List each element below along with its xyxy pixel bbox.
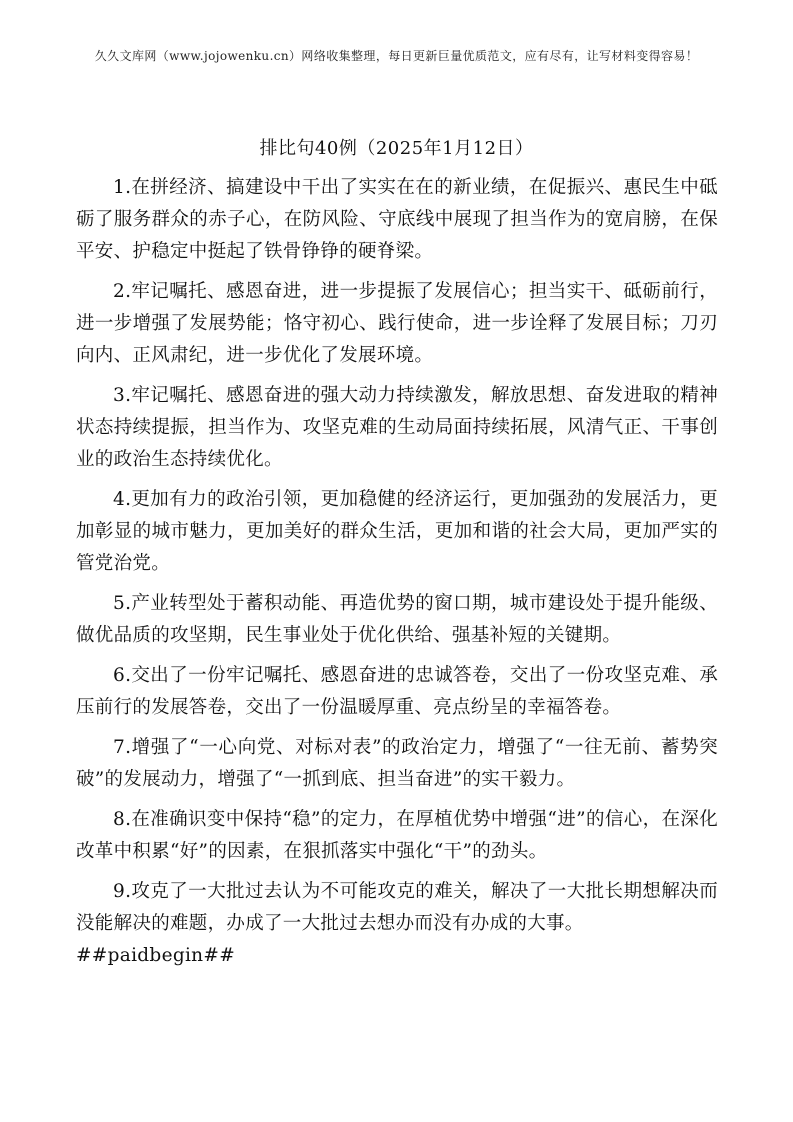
paragraph-7: 7.增强了“一心向党、对标对表”的政治定力，增强了“一往无前、蓄势突破”的发展动力，增强了“一抓到底、担当奋进”的实干毅力。 bbox=[76, 737, 718, 790]
paragraph-4: 4.更加有力的政治引领，更加稳健的经济运行，更加强劲的发展活力，更加彰显的城市魅力，更加美好的群众生活，更加和谐的社会大局，更加严实的管党治党。 bbox=[76, 489, 718, 574]
header-note: 久久文库网（www.jojowenku.cn）网络收集整理，每日更新巨量优质范文，应有尽有，让写材料变得容易！ bbox=[94, 49, 699, 63]
paragraph-2: 2.牢记嘱托、感恩奋进，进一步提振了发展信心；担当实干、砥砺前行，进一步增强了发展势能；恪守初心、践行使命，进一步诠释了发展目标；刀刃向内、正风肃纪，进一步优化了发展环境。 bbox=[76, 281, 718, 366]
paragraph-8: 8.在准确识变中保持“稳”的定力，在厚植优势中增强“进”的信心，在深化改革中积累“好”的因素，在狠抓落实中强化“干”的劲头。 bbox=[76, 809, 718, 862]
paid-begin-marker: ##paidbegin## bbox=[76, 945, 235, 966]
paragraph-5: 5.产业转型处于蓄积动能、再造优势的窗口期，城市建设处于提升能级、做优品质的攻坚期，民生事业处于优化供给、强基补短的关键期。 bbox=[76, 593, 718, 646]
document-body bbox=[76, 172, 718, 972]
document-title: 排比句40例（2025年1月12日） bbox=[259, 138, 534, 159]
paragraph-3: 3.牢记嘱托、感恩奋进的强大动力持续激发，解放思想、奋发进取的精神状态持续提振，担当作为、攻坚克难的生动局面持续拓展，风清气正、干事创业的政治生态持续优化。 bbox=[76, 385, 718, 470]
paragraph-9: 9.攻克了一大批过去认为不可能攻克的难关，解决了一大批长期想解决而没能解决的难题，办成了一大批过去想办而没有办成的大事。 bbox=[76, 881, 718, 934]
paragraph-1: 1.在拼经济、搞建设中干出了实实在在的新业绩，在促振兴、惠民生中砥砺了服务群众的赤子心，在防风险、守底线中展现了担当作为的宽肩膀，在保平安、护稳定中挺起了铁骨铮铮的硬脊梁。 bbox=[76, 177, 718, 262]
paragraph-6: 6.交出了一份牢记嘱托、感恩奋进的忠诚答卷，交出了一份攻坚克难、承压前行的发展答卷，交出了一份温暖厚重、亮点纷呈的幸福答卷。 bbox=[76, 665, 718, 718]
